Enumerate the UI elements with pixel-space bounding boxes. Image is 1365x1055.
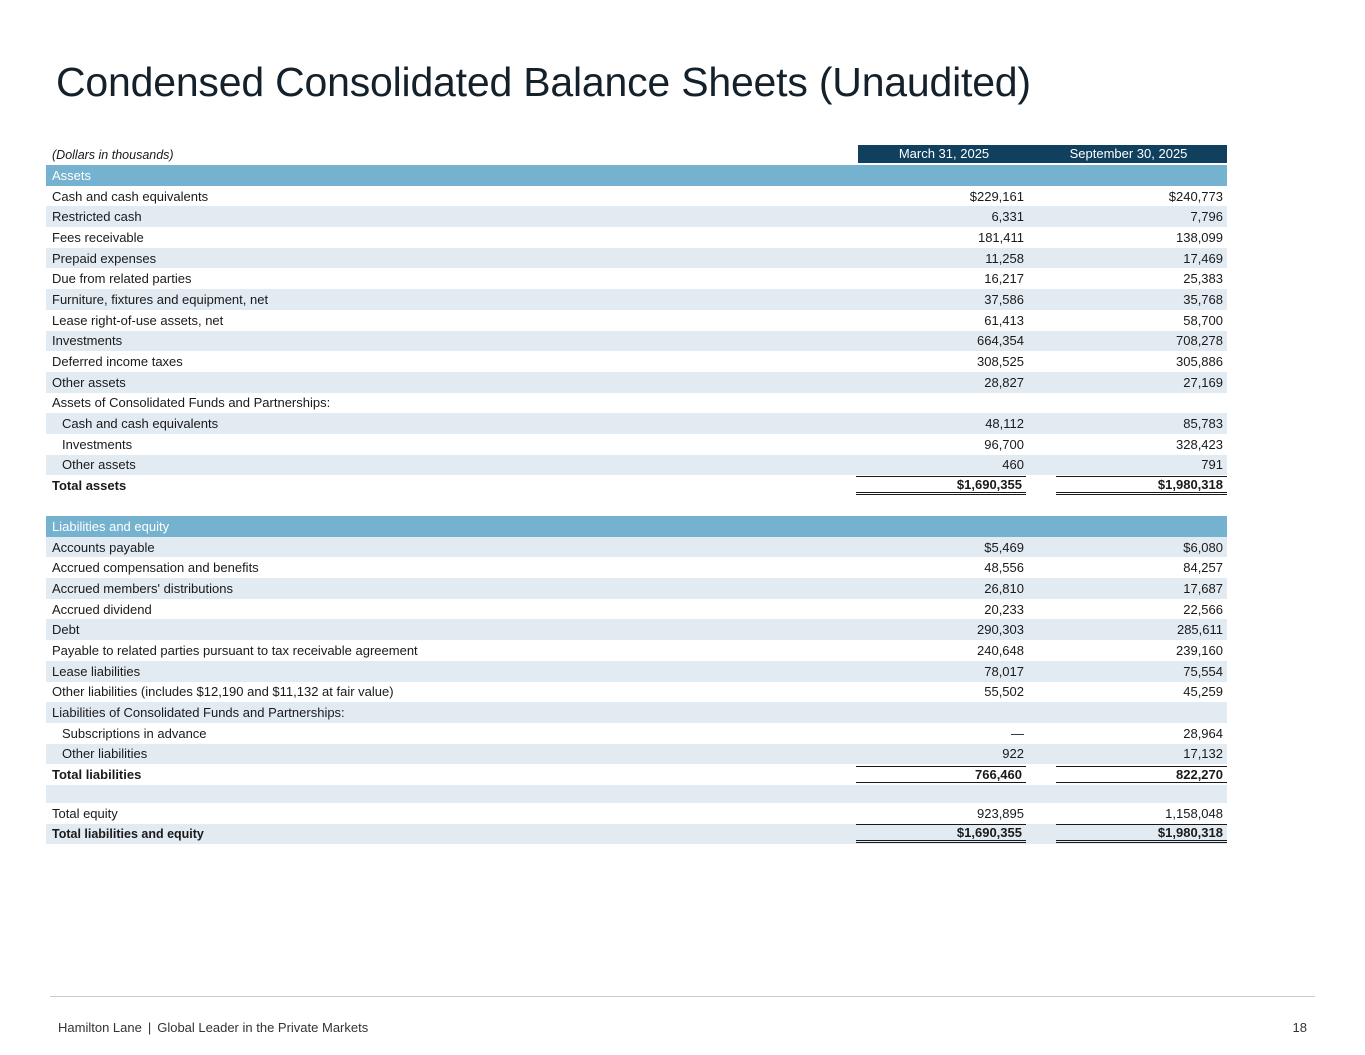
row-label: Restricted cash xyxy=(52,209,142,225)
table-row xyxy=(46,206,1227,227)
table-row xyxy=(46,619,1227,640)
value-march: 766,460 xyxy=(856,766,1026,783)
row-label: Other assets xyxy=(52,374,126,390)
table-row xyxy=(46,227,1227,248)
value-september: 285,611 xyxy=(1176,622,1223,638)
row-label: Assets of Consolidated Funds and Partnerships: xyxy=(52,395,331,411)
table-row xyxy=(46,578,1227,599)
value-september: 822,270 xyxy=(1056,766,1227,783)
value-march: 460 xyxy=(1002,457,1024,473)
row-label: Investments xyxy=(52,333,123,349)
row-label: Lease liabilities xyxy=(52,663,141,679)
row-label: Subscriptions in advance xyxy=(62,725,207,741)
total-cell-march xyxy=(856,766,1026,783)
value-march: 290,303 xyxy=(977,622,1024,638)
value-september: 138,099 xyxy=(1176,229,1223,245)
row-label: Fees receivable xyxy=(52,229,144,245)
value-march: 55,502 xyxy=(984,684,1024,700)
footer-company: Hamilton Lane xyxy=(58,1020,142,1035)
value-september: 58,700 xyxy=(1183,312,1223,328)
value-september: 75,554 xyxy=(1183,663,1223,679)
table-row xyxy=(46,434,1227,455)
row-label: Cash and cash equivalents xyxy=(52,188,209,204)
total-liabilities-and-equity-row xyxy=(46,824,1227,845)
value-march: 308,525 xyxy=(977,354,1024,370)
value-september: 239,160 xyxy=(1176,642,1223,658)
row-label: Total equity xyxy=(52,805,118,821)
value-march: 48,556 xyxy=(984,560,1024,576)
footer-divider xyxy=(50,996,1315,997)
row-label: Accrued members' distributions xyxy=(52,580,233,596)
page-title: Condensed Consolidated Balance Sheets (Unaudited) xyxy=(56,59,1031,105)
value-september: 17,687 xyxy=(1183,580,1223,596)
spacer-row xyxy=(46,785,1227,803)
value-march: $1,690,355 xyxy=(856,824,1026,843)
total-cell-september xyxy=(1056,766,1227,783)
table-row xyxy=(46,248,1227,269)
table-row xyxy=(46,599,1227,620)
value-march: 28,827 xyxy=(984,374,1024,390)
page-number: 18 xyxy=(1292,1020,1307,1035)
value-september: $1,980,318 xyxy=(1056,824,1227,843)
total-cell-september xyxy=(1056,824,1227,843)
footer-tagline: Global Leader in the Private Markets xyxy=(157,1020,369,1035)
table-row xyxy=(46,702,1227,723)
section-label: Assets xyxy=(52,167,92,183)
value-march: — xyxy=(1011,725,1024,741)
value-september: 28,964 xyxy=(1183,725,1223,741)
value-march: 96,700 xyxy=(984,436,1024,452)
value-march: 37,586 xyxy=(984,291,1024,307)
table-row xyxy=(46,268,1227,289)
balance-sheet-table xyxy=(46,145,1227,844)
value-march: $1,690,355 xyxy=(856,476,1026,495)
total-cell-march xyxy=(856,476,1026,495)
table-row xyxy=(46,372,1227,393)
value-september: 85,783 xyxy=(1183,416,1223,432)
value-march: 61,413 xyxy=(984,312,1024,328)
total-cell-march xyxy=(856,824,1026,843)
row-label: Total liabilities xyxy=(52,767,142,783)
value-march: 922 xyxy=(1002,746,1024,762)
value-march: 26,810 xyxy=(984,580,1024,596)
value-september: 791 xyxy=(1201,457,1223,473)
row-label: Total assets xyxy=(52,478,127,494)
value-september: 27,169 xyxy=(1183,374,1223,390)
row-label: Lease right-of-use assets, net xyxy=(52,312,224,328)
units-label: (Dollars in thousands) xyxy=(52,148,174,162)
row-label: Cash and cash equivalents xyxy=(62,416,219,432)
value-march: $5,469 xyxy=(984,539,1024,555)
row-label: Other liabilities (includes $12,190 and $11,132 at fair value) xyxy=(52,684,394,700)
value-september: 45,259 xyxy=(1183,684,1223,700)
total-assets-row xyxy=(46,475,1227,496)
value-march: 181,411 xyxy=(977,229,1024,245)
row-label: Due from related parties xyxy=(52,271,192,287)
table-row xyxy=(46,640,1227,661)
footer-text xyxy=(58,1020,368,1035)
value-march: 48,112 xyxy=(985,416,1024,432)
table-row xyxy=(46,537,1227,558)
table-row xyxy=(46,557,1227,578)
row-label: Furniture, fixtures and equipment, net xyxy=(52,291,269,307)
value-september: 17,132 xyxy=(1183,746,1223,762)
value-september: 1,158,048 xyxy=(1165,805,1223,821)
value-september: 17,469 xyxy=(1183,250,1223,266)
value-september: $240,773 xyxy=(1168,188,1223,204)
table-row xyxy=(46,331,1227,352)
value-september: 22,566 xyxy=(1183,601,1223,617)
value-march: 16,217 xyxy=(984,271,1024,287)
spacer xyxy=(46,496,1227,516)
table-row xyxy=(46,661,1227,682)
row-label: Payable to related parties pursuant to tax receivable agreement xyxy=(52,642,418,658)
table-row xyxy=(46,393,1227,414)
row-label: Prepaid expenses xyxy=(52,250,157,266)
total-cell-september xyxy=(1056,476,1227,495)
section-assets xyxy=(46,165,1227,186)
column-header-september: September 30, 2025 xyxy=(1030,145,1227,163)
value-september: 305,886 xyxy=(1176,354,1223,370)
table-row xyxy=(46,351,1227,372)
value-september: 25,383 xyxy=(1183,271,1223,287)
value-march: $229,161 xyxy=(969,188,1024,204)
total-liabilities-row xyxy=(46,764,1227,785)
table-row xyxy=(46,289,1227,310)
row-label: Accounts payable xyxy=(52,539,155,555)
value-march: 923,895 xyxy=(977,805,1024,821)
table-row xyxy=(46,310,1227,331)
row-label: Total liabilities and equity xyxy=(52,826,204,841)
section-liabilities xyxy=(46,516,1227,537)
row-label: Debt xyxy=(52,622,80,638)
value-march: 240,648 xyxy=(977,642,1024,658)
value-march: 664,354 xyxy=(977,333,1024,349)
table-header-row xyxy=(46,145,1227,165)
row-label: Other assets xyxy=(62,457,136,473)
table-row xyxy=(46,413,1227,434)
row-label: Accrued compensation and benefits xyxy=(52,560,259,576)
value-september: 328,423 xyxy=(1176,436,1223,452)
value-march: 6,331 xyxy=(991,209,1024,225)
value-march: 11,258 xyxy=(985,250,1024,266)
table-row xyxy=(46,455,1227,476)
total-equity-row xyxy=(46,803,1227,824)
value-march: 78,017 xyxy=(984,663,1024,679)
column-header-march: March 31, 2025 xyxy=(858,145,1030,163)
row-label: Accrued dividend xyxy=(52,601,152,617)
value-september: 35,768 xyxy=(1183,291,1223,307)
row-label: Investments xyxy=(62,436,133,452)
value-september: $1,980,318 xyxy=(1056,476,1227,495)
row-label: Other liabilities xyxy=(62,746,148,762)
table-row xyxy=(46,723,1227,744)
footer-separator: | xyxy=(147,1020,152,1035)
value-september: 7,796 xyxy=(1190,209,1223,225)
value-september: 708,278 xyxy=(1176,333,1223,349)
value-march: 20,233 xyxy=(984,601,1024,617)
row-label: Deferred income taxes xyxy=(52,354,183,370)
table-row xyxy=(46,682,1227,703)
section-label: Liabilities and equity xyxy=(52,518,170,534)
value-september: 84,257 xyxy=(1183,560,1223,576)
table-row xyxy=(46,186,1227,207)
value-september: $6,080 xyxy=(1183,539,1223,555)
row-label: Liabilities of Consolidated Funds and Partnerships: xyxy=(52,705,345,721)
table-row xyxy=(46,744,1227,765)
